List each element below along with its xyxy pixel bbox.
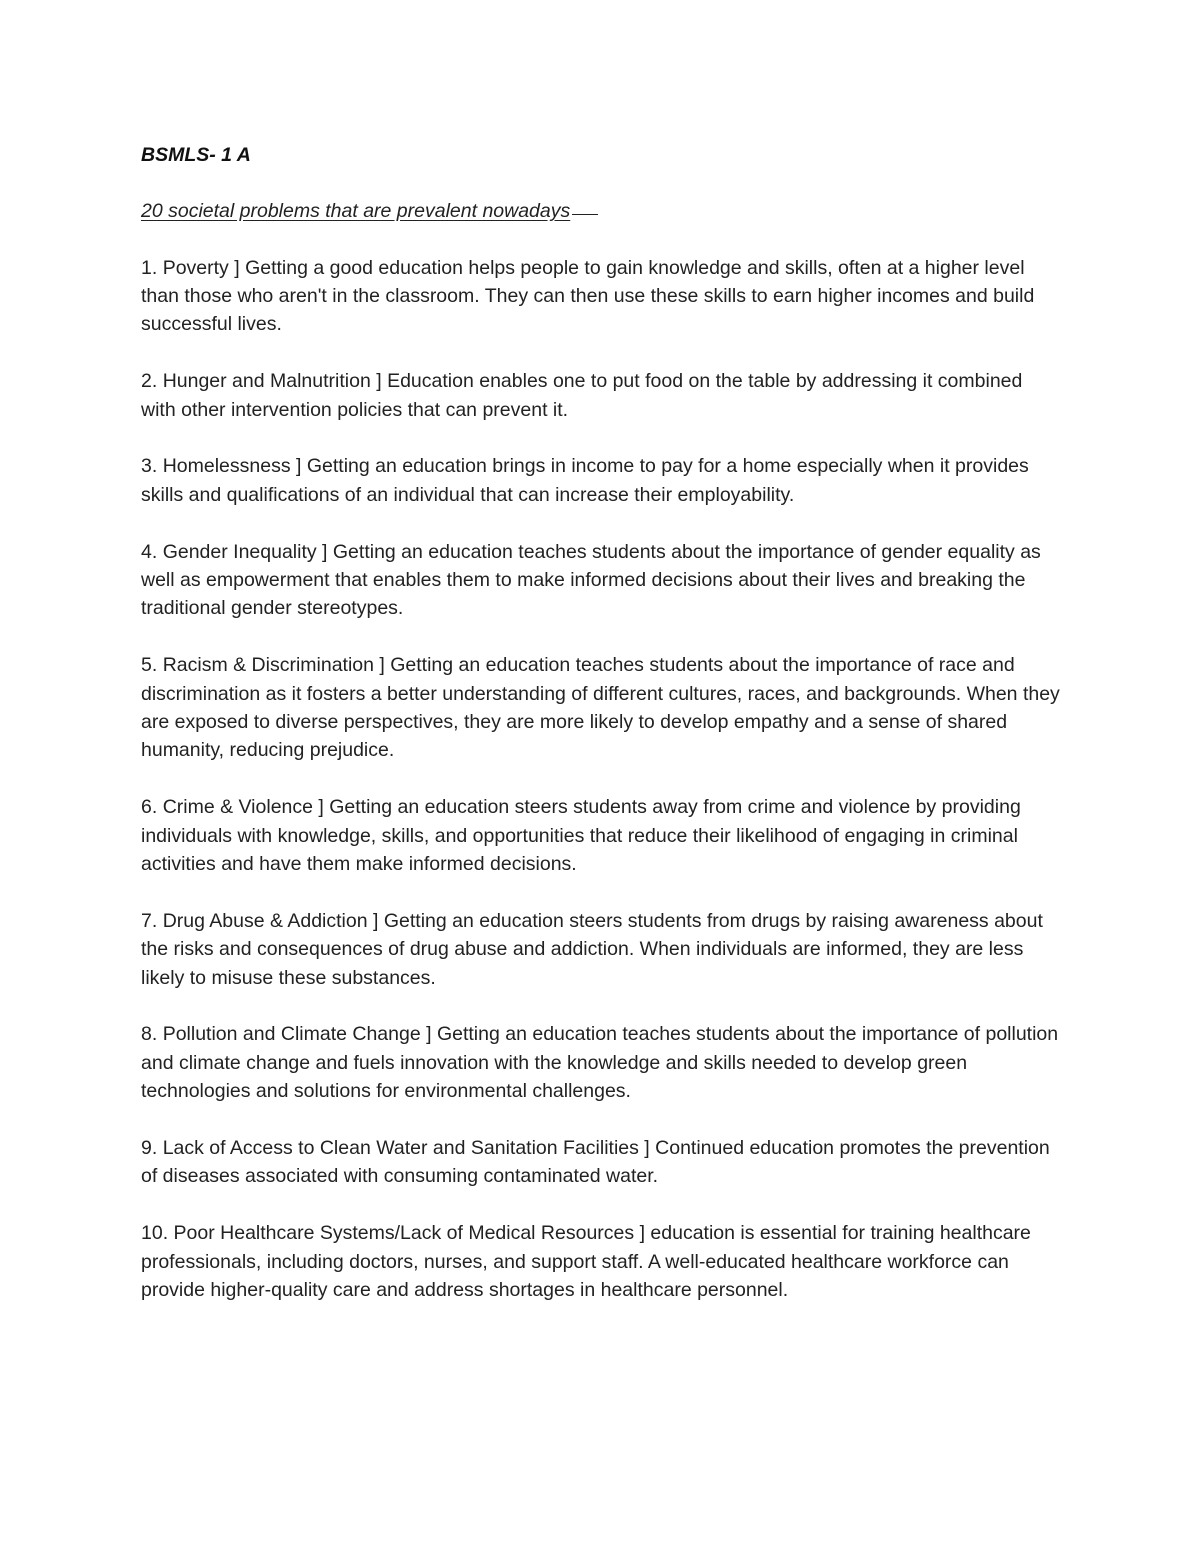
problem-list bbox=[141, 254, 1061, 1305]
item-topic: Drug Abuse & Addiction bbox=[162, 909, 368, 932]
item-topic: Gender Inequality bbox=[162, 540, 317, 563]
list-item bbox=[141, 1219, 1061, 1304]
list-item bbox=[141, 452, 1061, 509]
document-subtitle bbox=[141, 197, 1061, 225]
list-item bbox=[141, 793, 1061, 878]
item-separator: ] bbox=[426, 1023, 432, 1046]
item-topic: Crime & Violence bbox=[162, 796, 313, 819]
item-topic: Racism & Discrimination bbox=[162, 654, 374, 677]
document-body bbox=[141, 141, 1061, 1333]
list-item bbox=[141, 907, 1061, 992]
item-number: 2. bbox=[141, 370, 158, 393]
item-separator: ] bbox=[379, 654, 385, 677]
item-topic: Poor Healthcare Systems/Lack of Medical Resources bbox=[173, 1222, 635, 1245]
list-item bbox=[141, 1020, 1061, 1105]
item-topic: Homelessness bbox=[162, 455, 291, 478]
list-item bbox=[141, 538, 1061, 623]
item-text: education is essential for training healthcare professionals, including doctors, nurses, and support staff. A well-educated healthcare workforce can provide higher-quality care and address shortages in healthcare personnel. bbox=[141, 1222, 1031, 1301]
item-text: Education enables one to put food on the table by addressing it combined with other intervention policies that can prevent it. bbox=[141, 370, 1023, 421]
subtitle-underline-tail bbox=[572, 213, 598, 215]
item-separator: ] bbox=[373, 909, 379, 932]
item-text: Getting an education steers students from drugs by raising awareness about the risks and consequences of drug abuse and addiction. When individuals are informed, they are less likely to misuse these substances. bbox=[141, 909, 1043, 989]
item-separator: ] bbox=[234, 256, 240, 279]
document-subtitle-text: 20 societal problems that are prevalent nowadays bbox=[141, 200, 571, 222]
item-number: 4. bbox=[141, 540, 158, 563]
list-item bbox=[141, 367, 1061, 424]
item-text: Getting an education teaches students about the importance of gender equality as well as empowerment that enables them to make informed decisions about their lives and breaking the traditional gender stereotypes. bbox=[141, 540, 1041, 620]
item-text: Getting a good education helps people to gain knowledge and skills, often at a higher level than those who aren't in the classroom. They can then use these skills to earn higher incomes and build successful lives. bbox=[141, 256, 1035, 336]
item-topic: Pollution and Climate Change bbox=[162, 1023, 421, 1046]
item-number: 6. bbox=[141, 796, 158, 819]
item-separator: ] bbox=[376, 370, 382, 393]
item-number: 8. bbox=[141, 1023, 158, 1046]
item-number: 9. bbox=[141, 1136, 158, 1159]
item-text: Getting an education steers students away from crime and violence by providing individuals with knowledge, skills, and opportunities that reduce their likelihood of engaging in criminal activities and have them make informed decisions. bbox=[141, 796, 1021, 875]
item-text: Getting an education teaches students about the importance of pollution and climate change and fuels innovation with the knowledge and skills needed to develop green technologies and solutions for environmental challenges. bbox=[141, 1023, 1059, 1103]
item-separator: ] bbox=[318, 796, 324, 819]
list-item bbox=[141, 254, 1061, 339]
item-topic: Poverty bbox=[162, 256, 229, 279]
item-number: 10. bbox=[141, 1222, 169, 1245]
item-number: 5. bbox=[141, 654, 158, 677]
item-topic: Hunger and Malnutrition bbox=[162, 370, 371, 393]
item-text: Getting an education brings in income to pay for a home especially when it provides skills and qualifications of an individual that can increase their employability. bbox=[141, 455, 1029, 506]
item-separator: ] bbox=[296, 455, 302, 478]
item-number: 3. bbox=[141, 455, 158, 478]
document-title: BSMLS- 1 A bbox=[141, 144, 251, 166]
item-number: 7. bbox=[141, 909, 158, 932]
item-text: Getting an education teaches students about the importance of race and discrimination as it fosters a better understanding of different cultures, races, and backgrounds. When they are exposed to diverse perspectives, they are more likely to develop empathy and a sense of shared humanity, reducing prejudice. bbox=[141, 654, 1060, 762]
list-item bbox=[141, 651, 1061, 765]
item-number: 1. bbox=[141, 256, 158, 279]
item-separator: ] bbox=[322, 540, 328, 563]
item-separator: ] bbox=[639, 1222, 645, 1245]
item-topic: Lack of Access to Clean Water and Sanitation Facilities bbox=[162, 1136, 639, 1159]
item-separator: ] bbox=[644, 1136, 650, 1159]
item-text: Continued education promotes the prevention of diseases associated with consuming contaminated water. bbox=[141, 1136, 1050, 1188]
list-item bbox=[141, 1134, 1061, 1191]
